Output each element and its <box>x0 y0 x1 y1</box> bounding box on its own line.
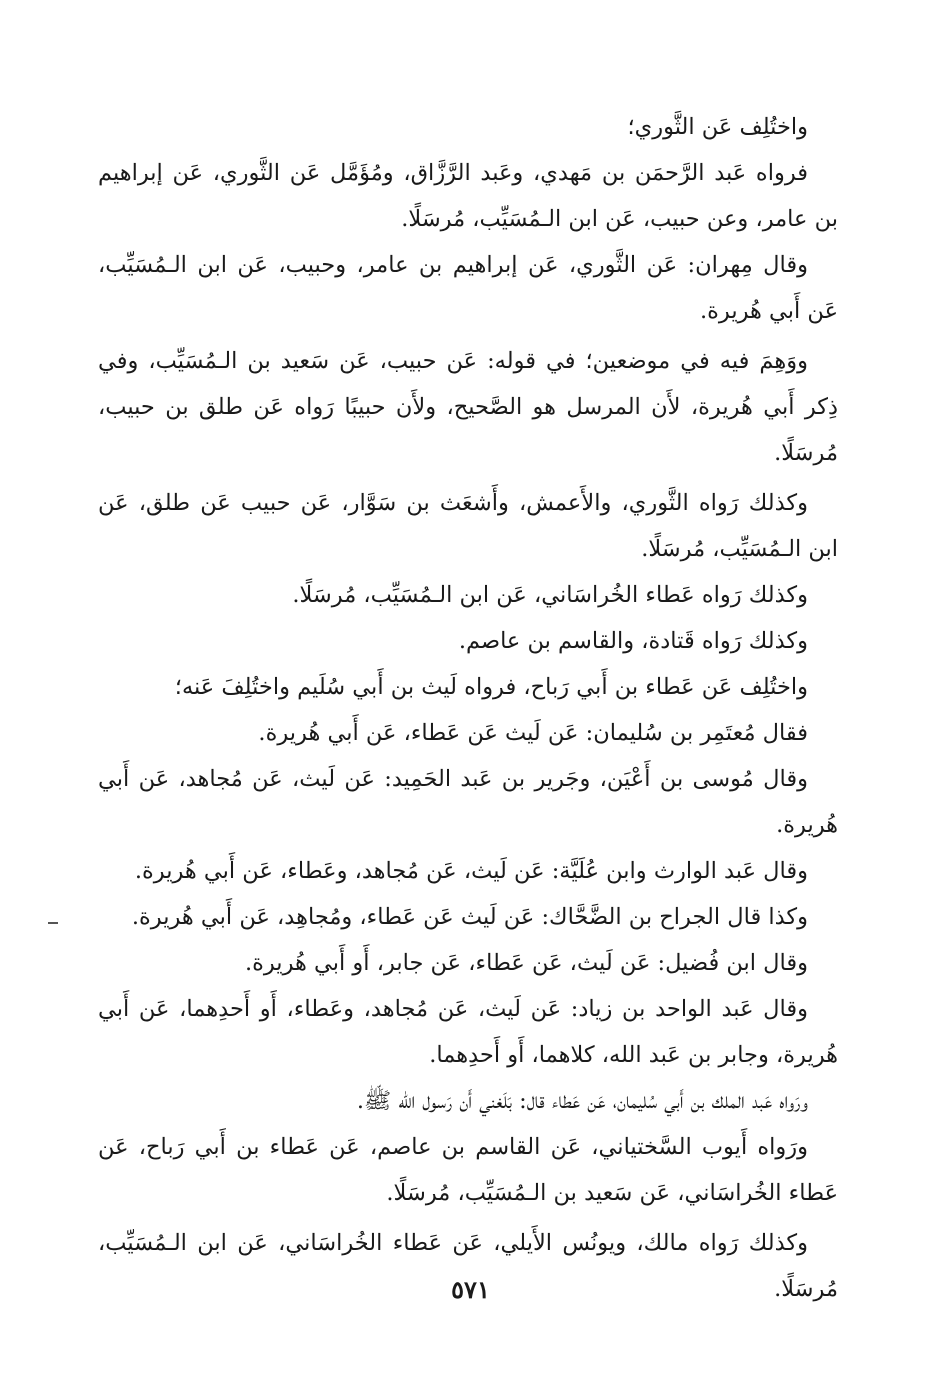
paragraph: وكذا قال الجراح بن الضَّحَّاك: عَن لَيث عَن عَطاء، ومُجاهِد، عَن أَبي هُريرة. <box>131 904 808 930</box>
page-number: ٥٧١ <box>451 1275 490 1304</box>
paragraph: وقال مُوسى بن أَعْيَن، وجَرير بن عَبد الحَمِيد: عَن لَيث، عَن مُجاهد، عَن أَبي هُريرة. <box>98 766 838 838</box>
paragraph: وقال عَبد الوارث وابن عُلَيَّة: عَن لَيث، عَن مُجاهد، وعَطاء، عَن أَبي هُريرة. <box>134 858 808 884</box>
paragraph: فرواه عَبد الرَّحمَن بن مَهدي، وعَبد الرَّزَّاق، ومُؤَمَّل عَن الثَّوري، عَن إبراهيم بن عامر، وعن حبيب، عَن ابن الـمُسَيِّب، مُرسَلًا. <box>98 160 838 232</box>
paragraph: فقال مُعتَمِر بن سُليمان: عَن لَيث عَن عَطاء، عَن أَبي هُريرة. <box>258 720 808 746</box>
paragraph: ورَواه أَيوب السَّختياني، عَن القاسم بن عاصم، عَن عَطاء بن أَبي رَباح، عَن عَطاء الخُراسَاني، عَن سَعيد بن الـمُسَيِّب، مُرسَلًا. <box>98 1134 838 1206</box>
scan-edge-mark <box>48 922 58 924</box>
paragraph: واختُلِف عَن عَطاء بن أَبي رَباح، فرواه لَيث بن أَبي سُلَيم واختُلِفَ عَنه؛ <box>174 674 808 700</box>
paragraph: وقال عَبد الواحد بن زياد: عَن لَيث، عَن مُجاهد، وعَطاء، أَو أَحدِهما، عَن أَبي هُريرة، وجابر بن عَبد الله، كلاهما، أَو أَحدِهما. <box>98 996 838 1068</box>
paragraph: وكذلك رَواه مالك، ويونُس الأَيلي، عَن عَطاء الخُراسَاني، عَن ابن الـمُسَيِّب، مُرسَلًا. <box>98 1230 838 1302</box>
paragraph: ورَواه عَبد الملك بن أَبي سُليمان، عَن عَطاء قال: بَلَغني أَن رَسول الله ﷺ. <box>356 1088 808 1114</box>
paragraph: وقال مِهران: عَن الثَّوري، عَن إبراهيم بن عامر، وحبيب، عَن ابن الـمُسَيِّب، عَن أَبي هُريرة. <box>98 252 838 324</box>
paragraph: وكذلك رَواه قَتادة، والقاسم بن عاصم. <box>458 628 808 654</box>
paragraph: وكذلك رَواه الثَّوري، والأَعمش، وأَشعَث بن سَوَّار، عَن حبيب عَن طلق، عَن ابن الـمُسَيِّب، مُرسَلًا. <box>98 490 838 562</box>
body-text <box>98 104 838 1312</box>
paragraph: واختُلِف عَن الثَّوري؛ <box>627 114 808 140</box>
paragraph: وكذلك رَواه عَطاء الخُراسَاني، عَن ابن الـمُسَيِّب، مُرسَلًا. <box>292 582 808 608</box>
paragraph: ووَهِمَ فيه في موضعين؛ في قوله: عَن حبيب، عَن سَعيد بن الـمُسَيِّب، وفي ذِكر أَبي هُريرة، لأَن المرسل هو الصَّحيح، ولأَن حبيبًا رَواه عَن طلق بن حبيب، مُرسَلًا. <box>98 348 838 466</box>
paragraph: وقال ابن فُضيل: عَن لَيث، عَن عَطاء، عَن جابر، أَو أَبي هُريرة. <box>244 950 808 976</box>
